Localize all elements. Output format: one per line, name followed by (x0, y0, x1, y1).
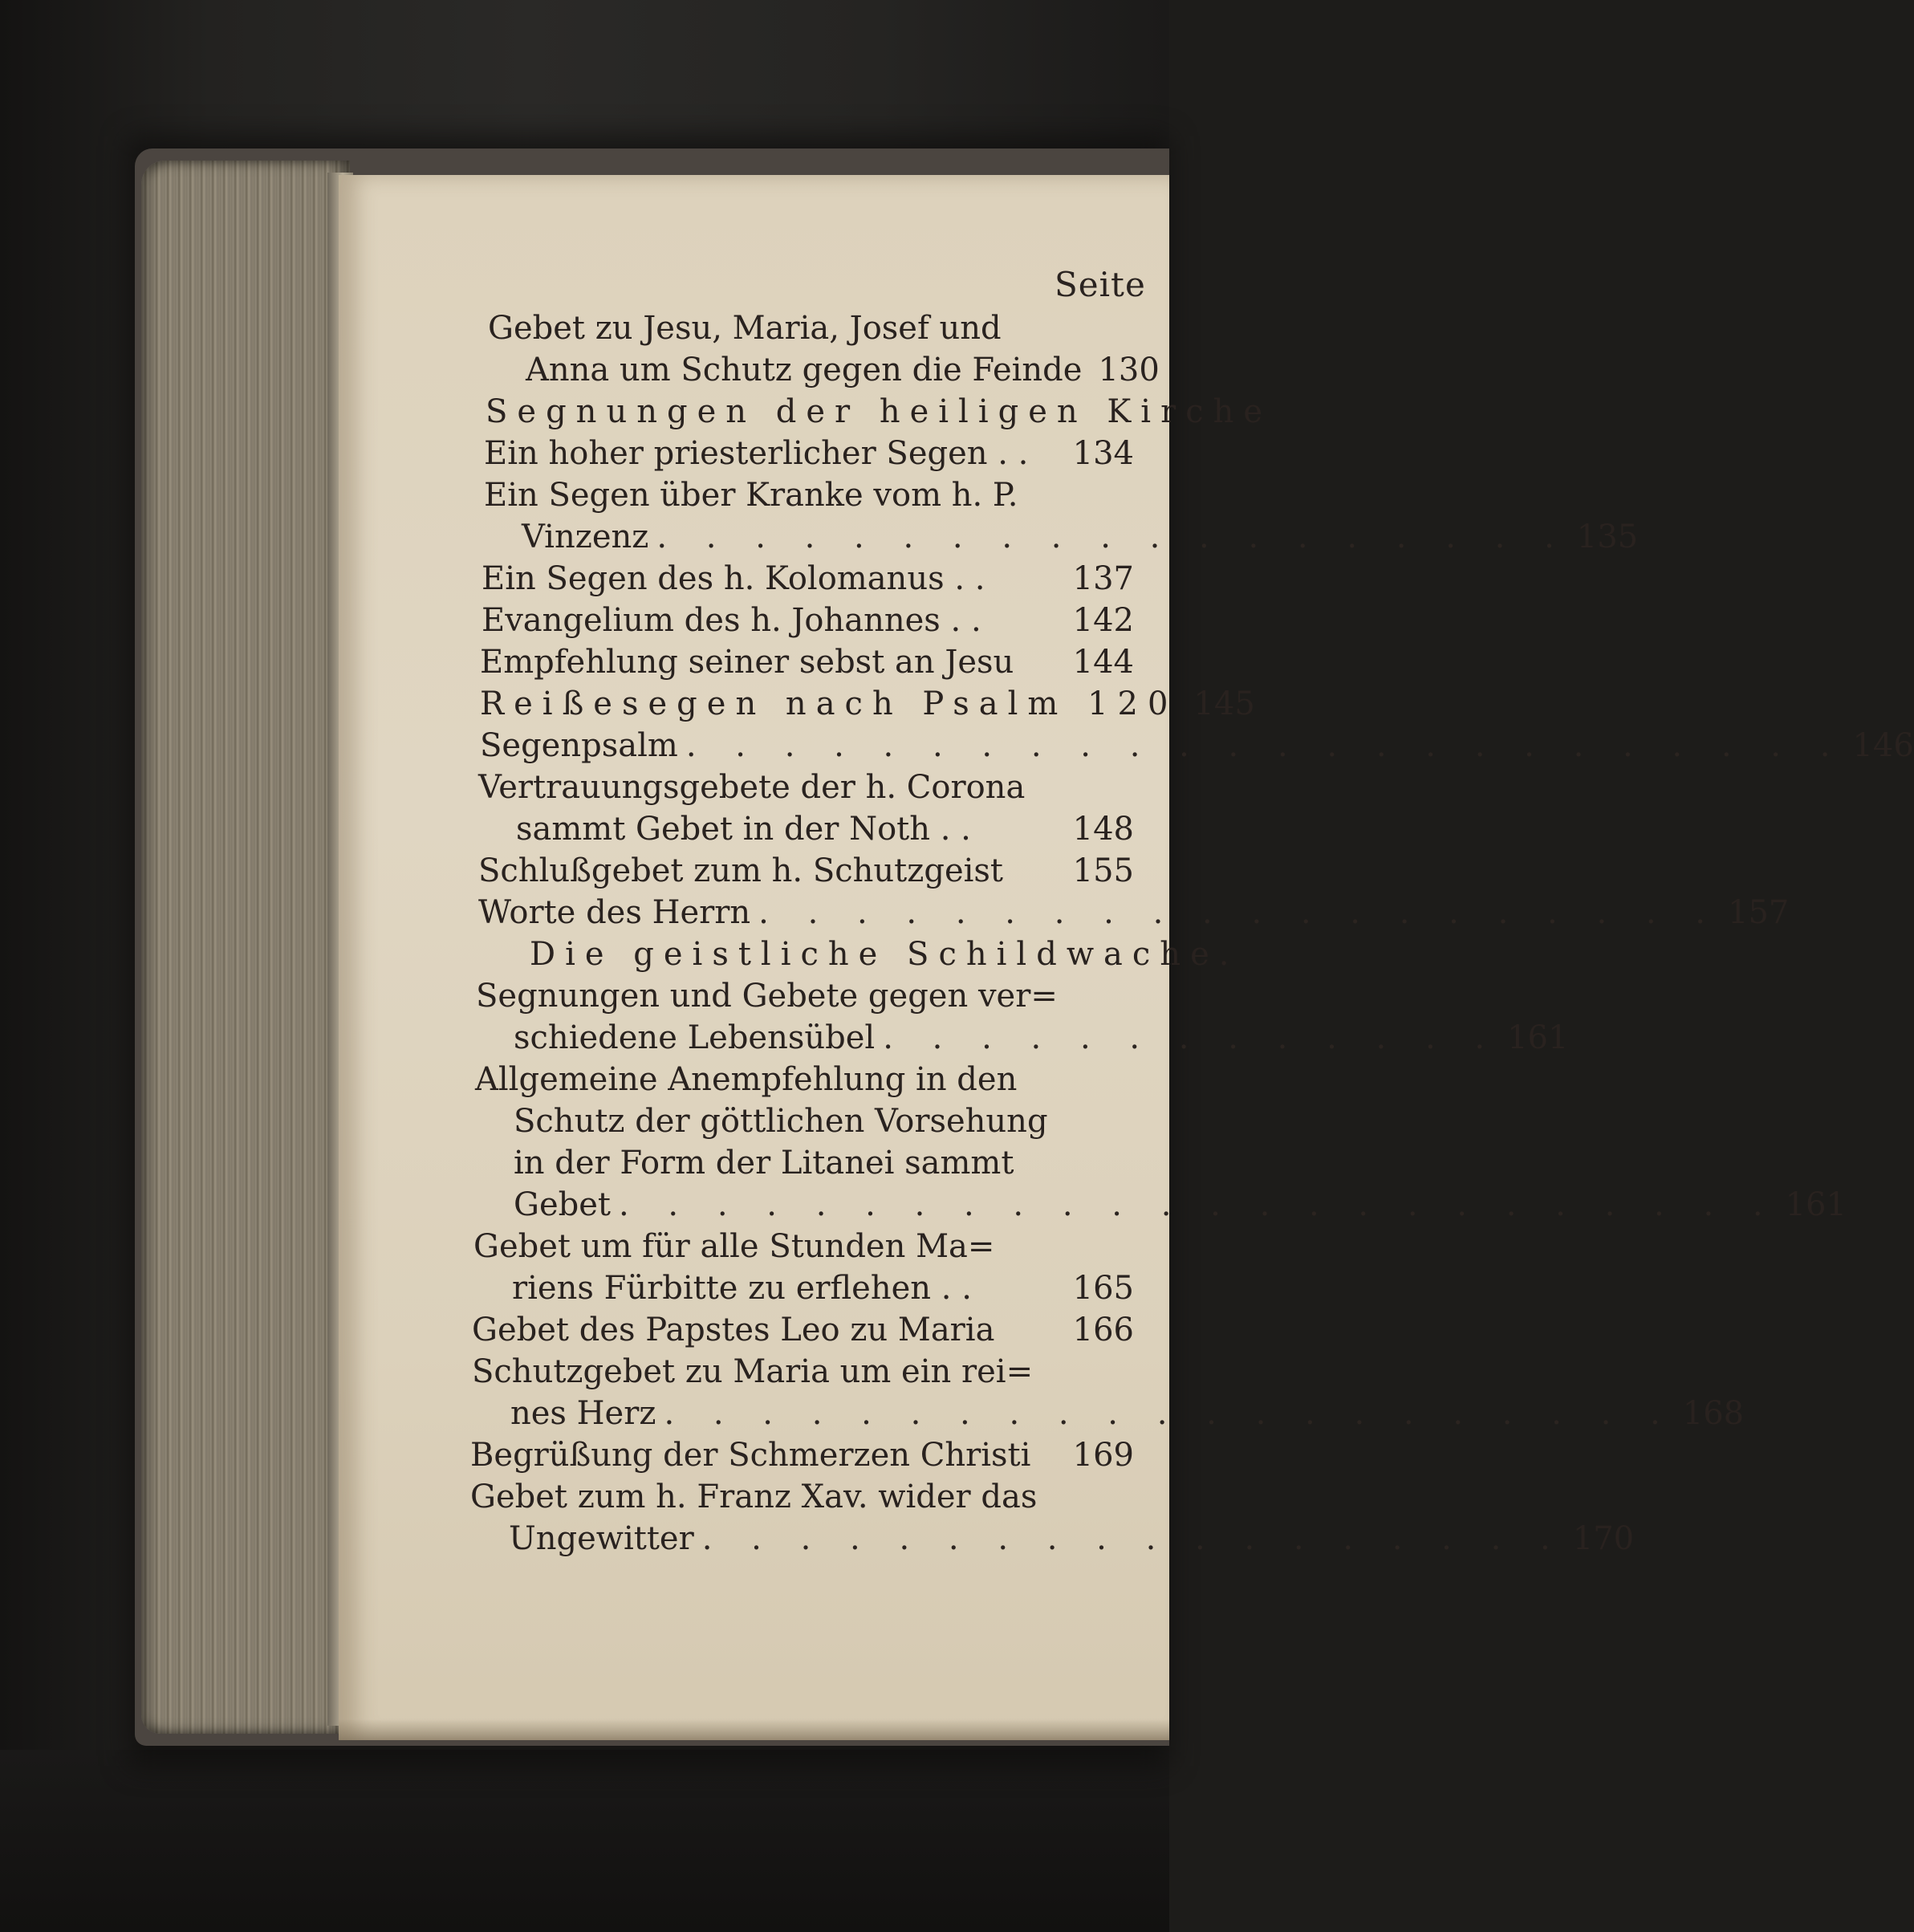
page-number: 157 (1728, 894, 1790, 931)
entry-text: Ein Segen über Kranke vom h. P. (484, 477, 1018, 514)
page-number: 146 (1852, 727, 1914, 764)
entry-text: Ein Segen des h. Kolomanus . . (482, 560, 985, 597)
entry-text: Vinzenz (522, 519, 649, 555)
section-heading: Segnungen der heiligen Kirche (486, 393, 1273, 430)
entry-text: schiedene Lebensübel (514, 1019, 876, 1056)
entry-text: Reißesegen nach Psalm 120 (480, 685, 1178, 722)
toc-entry-line (509, 1518, 1635, 1560)
entry-text: Schlußgebet zum h. Schutzgeist (478, 852, 1004, 889)
page-number: 145 (1193, 685, 1255, 722)
toc-entry-line (514, 1142, 1059, 1184)
toc-entry-line (473, 1226, 1051, 1267)
toc-entry-line (482, 558, 1134, 600)
toc-entry-line (470, 1476, 1048, 1518)
toc-entry-line (512, 1267, 1134, 1309)
entry-text: Ungewitter (509, 1520, 694, 1557)
leader-dots: . . . . . . . . . . . . . . . . . . . . . (664, 1395, 1675, 1432)
entry-text: Evangelium des h. Johannes . . (482, 602, 981, 639)
entry-text: Vertrauungsgebete der h. Corona (478, 769, 1026, 806)
entry-text: Gebet um für alle Stunden Ma= (473, 1228, 995, 1265)
toc-entry-line (514, 1017, 1569, 1059)
page-number: 170 (1572, 1520, 1635, 1557)
page-header-seite: Seite (1055, 265, 1146, 304)
toc-entry-line (478, 850, 1134, 892)
toc-entry-line (470, 1434, 1134, 1476)
leader-dots: . . . . . . . . . . . . . (883, 1019, 1500, 1056)
page-number: 134 (1072, 435, 1134, 472)
leader-dots: . . . . . . . . . . . . . . . . . . . . (758, 894, 1721, 931)
entry-text: Begrüßung der Schmerzen Christi (470, 1437, 1031, 1474)
leader-dots: . . . . . . . . . . . . . . . . . . . . . . . . (685, 727, 1845, 764)
leader-dots: . . . . . . . . . . . . . . . . . . . . . . . . (618, 1186, 1778, 1223)
leader-dots: . . . . . . . . . . . . . . . . . . . (656, 519, 1569, 555)
page-number: 165 (1072, 1270, 1134, 1307)
toc-entry-line (482, 600, 1134, 641)
page-number: 148 (1072, 811, 1134, 848)
entry-text: sammt Gebet in der Noth . . (516, 811, 971, 848)
entry-text: Gebet zum h. Franz Xav. wider das (470, 1478, 1038, 1515)
entry-text: riens Fürbitte zu erflehen . . (512, 1270, 972, 1307)
toc-entry-line (472, 1309, 1134, 1351)
page-number: 155 (1072, 852, 1134, 889)
page-number: 144 (1072, 644, 1134, 681)
page-number: 137 (1072, 560, 1134, 597)
page-number: 135 (1576, 519, 1639, 555)
page-number: 130 (1098, 352, 1160, 388)
toc-entry-line (516, 808, 1134, 850)
entry-text: Allgemeine Anempfehlung in den (475, 1061, 1018, 1098)
entry-text: Worte des Herrn (478, 894, 751, 931)
entry-text: Anna um Schutz gegen die Feinde (526, 352, 1083, 388)
page-number: 142 (1072, 602, 1134, 639)
toc-entry-line (480, 683, 1255, 725)
page-number: 161 (1785, 1186, 1847, 1223)
toc-entry-line (514, 1100, 1059, 1142)
toc-entry-line (510, 1393, 1745, 1434)
page-number: 166 (1072, 1312, 1134, 1348)
entry-text: Segnungen und Gebete gegen ver= (476, 978, 1058, 1015)
toc-entry-line (478, 767, 1056, 808)
toc-entry-line (480, 641, 1134, 683)
page-number: 161 (1507, 1019, 1569, 1056)
entry-text: Schutzgebet zu Maria um ein rei= (472, 1353, 1034, 1390)
toc-entry-line (514, 1184, 1847, 1226)
toc-entry-line (488, 307, 1058, 349)
toc-entry-line (476, 975, 1058, 1017)
entry-text: nes Herz (510, 1395, 656, 1432)
section-heading: Die geistliche Schildwache. (530, 936, 1239, 973)
toc-entry-line (480, 725, 1914, 767)
entry-text: Schutz der göttlichen Vorsehung (514, 1103, 1048, 1140)
entry-text: Segenpsalm (480, 727, 678, 764)
leader-dots: . . . . . . . . . . . . . . . . . . (701, 1520, 1565, 1557)
toc-entry-line (472, 1351, 1050, 1393)
entry-text: Gebet (514, 1186, 611, 1223)
entry-text: Gebet des Papstes Leo zu Maria (472, 1312, 995, 1348)
toc-entry-line (526, 349, 1160, 391)
entry-text: Empfehlung seiner sebst an Jesu (480, 644, 1014, 681)
entry-text: Gebet zu Jesu, Maria, Josef und (488, 310, 1002, 347)
toc-entry-line (522, 516, 1639, 558)
toc-entry-line (484, 474, 1054, 516)
toc-entry-line (475, 1059, 1053, 1100)
page-number: 169 (1072, 1437, 1134, 1474)
toc-entry-line (478, 892, 1790, 933)
entry-text: in der Form der Litanei sammt (514, 1145, 1014, 1182)
entry-text: Ein hoher priesterlicher Segen . . (484, 435, 1029, 472)
page-number: 168 (1682, 1395, 1745, 1432)
toc-entry-line (484, 433, 1134, 474)
